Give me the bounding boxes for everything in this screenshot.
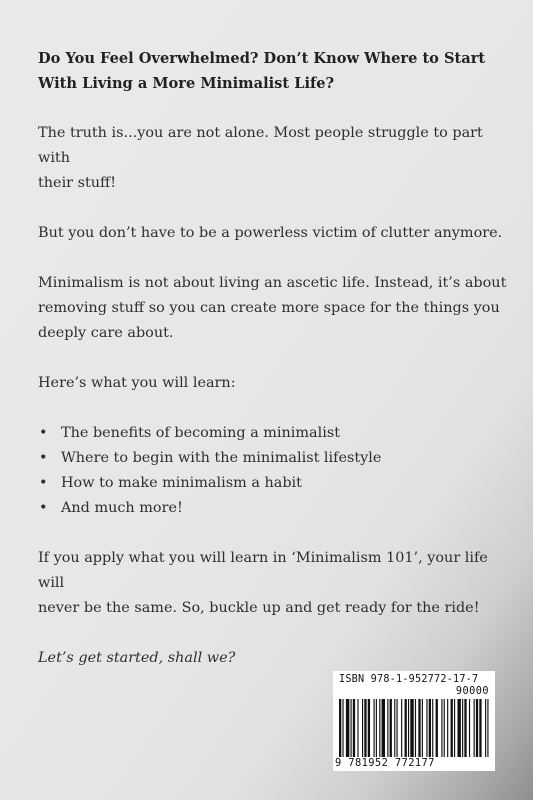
barcode-bar	[418, 699, 420, 757]
barcode-bars	[339, 699, 489, 757]
isbn-label: ISBN 978-1-952772-17-7	[339, 674, 479, 685]
barcode-bar	[379, 699, 380, 757]
paragraph-minimalism-line-1: Minimalism is not about living an ascetic life. Instead, it’s about	[38, 275, 507, 291]
barcode-bar	[376, 699, 377, 757]
barcode-bar	[429, 699, 431, 757]
barcode-bar	[374, 699, 375, 757]
barcode-bar	[485, 699, 486, 757]
barcode-bar	[415, 699, 416, 757]
barcode-bar	[387, 699, 388, 757]
barcode-bar	[401, 699, 402, 757]
barcode-bar	[487, 699, 488, 757]
paragraph-apply	[38, 546, 508, 621]
learn-list	[38, 421, 508, 521]
barcode-bar	[357, 699, 358, 757]
bullet-icon: •	[39, 450, 48, 466]
barcode-bar	[362, 699, 363, 757]
barcode-bar	[476, 699, 478, 757]
barcode-bar	[408, 699, 409, 757]
list-item	[38, 446, 508, 471]
bullet-icon: •	[39, 475, 48, 491]
cover-text	[38, 46, 508, 671]
barcode-bar	[364, 699, 366, 757]
paragraph-truth-line-2: their stuff!	[38, 175, 117, 191]
barcode-bar	[351, 699, 352, 757]
bullet-icon: •	[39, 425, 48, 441]
barcode-bar	[339, 699, 341, 757]
barcode-bar	[346, 699, 349, 757]
barcode-bar	[342, 699, 343, 757]
headline	[38, 46, 508, 96]
headline-line-2: With Living a More Minimalist Life?	[38, 75, 335, 92]
paragraph-minimalism-line-3: deeply care about.	[38, 325, 174, 341]
paragraph-truth	[38, 121, 508, 196]
barcode-digits: 9 781952 772177	[335, 757, 435, 769]
barcode-bar	[432, 699, 433, 757]
barcode-bar	[426, 699, 427, 757]
barcode-bar	[464, 699, 466, 757]
barcode-bar	[405, 699, 407, 757]
list-item-text: Where to begin with the minimalist lifestyle	[61, 450, 382, 466]
barcode-bar	[390, 699, 392, 757]
headline-line-1: Do You Feel Overwhelmed? Don’t Know Where to Start	[38, 50, 486, 67]
price-code: 90000	[455, 686, 489, 697]
barcode-bar	[447, 699, 448, 757]
barcode-bar	[441, 699, 442, 757]
barcode-bar	[451, 699, 453, 757]
list-item	[38, 471, 508, 496]
paragraph-truth-line-1: The truth is...you are not alone. Most people struggle to part with	[38, 125, 483, 166]
list-item-text: The benefits of becoming a minimalist	[61, 425, 341, 441]
closing-line: Let’s get started, shall we?	[38, 650, 236, 666]
barcode-bar	[353, 699, 355, 757]
paragraph-minimalism-line-2: removing stuff so you can create more space for the things you	[38, 300, 500, 316]
barcode-bar	[469, 699, 470, 757]
list-item-text: And much more!	[61, 500, 183, 516]
barcode-bar	[422, 699, 423, 757]
barcode-bar	[462, 699, 463, 757]
barcode-bar	[457, 699, 460, 757]
barcode-bar	[368, 699, 370, 757]
barcode-bar	[394, 699, 395, 757]
list-item	[38, 421, 508, 446]
barcode-bar	[454, 699, 455, 757]
bullet-icon: •	[39, 500, 48, 516]
barcode-bar	[474, 699, 475, 757]
paragraph-apply-line-2: never be the same. So, buckle up and get ready for the ride!	[38, 600, 480, 616]
barcode-bar	[444, 699, 445, 757]
paragraph-apply-line-1: If you apply what you will learn in ‘Minimalism 101’, your life will	[38, 550, 488, 591]
barcode-bar	[397, 699, 398, 757]
barcode-bar	[382, 699, 385, 757]
list-item	[38, 496, 508, 521]
list-intro: Here’s what you will learn:	[38, 375, 236, 391]
barcode-bar	[410, 699, 413, 757]
paragraph-minimalism	[38, 271, 508, 346]
barcode-bar	[479, 699, 481, 757]
paragraph-victim: But you don’t have to be a powerless victim of clutter anymore.	[38, 225, 503, 241]
list-item-text: How to make minimalism a habit	[61, 475, 302, 491]
barcode-bar	[436, 699, 438, 757]
isbn-barcode	[333, 671, 495, 771]
